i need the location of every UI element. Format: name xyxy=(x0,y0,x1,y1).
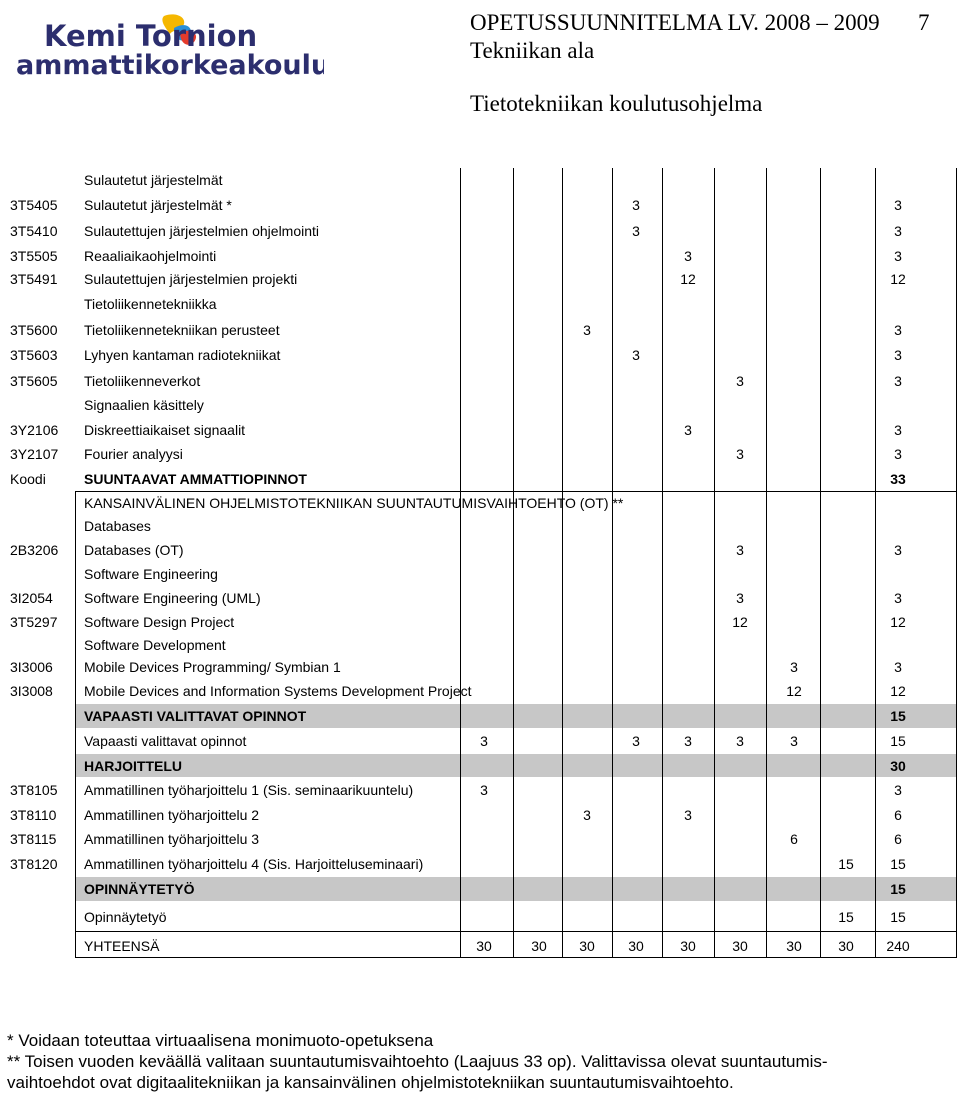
course-name: Lyhyen kantaman radiotekniikat xyxy=(84,346,281,363)
document-title: OPETUSSUUNNITELMA LV. 2008 – 2009 xyxy=(470,10,880,35)
program-name: Tietotekniikan koulutusohjelma xyxy=(470,91,763,116)
table-row xyxy=(0,244,960,267)
total-credits: 6 xyxy=(894,806,902,823)
footnote-1: * Voidaan toteuttaa virtuaalisena monimuoto-opetuksena xyxy=(7,1031,434,1050)
course-name: Fourier analyysi xyxy=(84,446,183,462)
table-row xyxy=(0,393,960,417)
table-row xyxy=(0,679,960,703)
total-credits: 3 xyxy=(894,196,902,213)
course-name: Mobile Devices Programming/ Symbian 1 xyxy=(84,659,341,675)
period-credits: 3 xyxy=(632,733,640,749)
table-row xyxy=(0,368,960,393)
table-row xyxy=(0,655,960,679)
total-credits: 3 xyxy=(894,247,902,264)
period-credits: 15 xyxy=(838,908,854,925)
course-name: Software Engineering (UML) xyxy=(84,590,261,606)
table-row xyxy=(0,610,960,634)
table-row xyxy=(0,341,960,368)
total-credits: 3 xyxy=(894,222,902,239)
total-credits: 12 xyxy=(890,683,906,699)
period-credits: 3 xyxy=(480,782,488,798)
course-name: Diskreettiaikaiset signaalit xyxy=(84,421,246,438)
course-code: 3T5405 xyxy=(10,196,58,213)
course-code: 3Y2107 xyxy=(10,446,59,462)
table-row xyxy=(0,851,960,876)
table-row xyxy=(0,827,960,851)
period-credits: 3 xyxy=(583,321,591,338)
period-credits: 3 xyxy=(736,541,744,558)
course-code: 3T5491 xyxy=(10,270,58,287)
footnote-2: ** Toisen vuoden keväällä valitaan suuntautumisvaihtoehto (Laajuus 33 op). Valittavissa olevat suuntautumis- xyxy=(7,1052,828,1071)
total-credits: 3 xyxy=(894,541,902,558)
course-code: 3I3008 xyxy=(10,683,53,699)
table-row xyxy=(0,634,960,655)
total-credits: 12 xyxy=(890,270,906,287)
course-name: VAPAASTI VALITTAVAT OPINNOT xyxy=(84,708,307,724)
curriculum-table xyxy=(0,168,960,958)
course-name: Ammatillinen työharjoittelu 4 (Sis. Harjoitteluseminaari) xyxy=(84,855,424,872)
period-credits: 3 xyxy=(684,806,692,823)
total-credits: 3 xyxy=(894,590,902,606)
course-name: Software Development xyxy=(84,636,226,653)
table-row xyxy=(0,753,960,778)
period-credits: 3 xyxy=(790,659,798,675)
course-code: 3T8115 xyxy=(10,831,57,847)
course-name: Ammatillinen työharjoittelu 2 xyxy=(84,806,260,823)
period-credits: 3 xyxy=(736,372,744,389)
table-row xyxy=(0,168,960,192)
period-credits: 3 xyxy=(790,733,798,749)
table-row xyxy=(0,561,960,586)
course-name: Opinnäytetyö xyxy=(84,908,167,925)
period-credits: 30 xyxy=(628,938,644,954)
course-name: SUUNTAAVAT AMMATTIOPINNOT xyxy=(84,470,307,487)
course-code: 3Y2106 xyxy=(10,421,59,438)
period-credits: 30 xyxy=(786,938,802,954)
course-name: KANSAINVÄLINEN OHJELMISTOTEKNIIKAN SUUNTAUTUMISVAIHTOEHTO (OT) ** xyxy=(84,494,624,511)
total-credits: 3 xyxy=(894,321,902,338)
total-credits: 15 xyxy=(890,855,906,872)
period-credits: 12 xyxy=(680,270,696,287)
table-row xyxy=(0,931,960,961)
logo-graphic xyxy=(14,14,324,80)
period-credits: 30 xyxy=(680,938,696,954)
table-row xyxy=(0,703,960,729)
footnote-3: vaihtoehdot ovat digitaalitekniikan ja kansainvälinen ohjelmistotekniikan suuntautumisvaihtoehto. xyxy=(7,1073,734,1092)
course-name: Databases xyxy=(84,518,151,534)
course-name: Software Engineering xyxy=(84,565,218,582)
period-credits: 3 xyxy=(736,590,744,606)
course-name: Tietoliikenneverkot xyxy=(84,372,201,389)
course-name: Ammatillinen työharjoittelu 1 (Sis. seminaarikuuntelu) xyxy=(84,782,414,798)
course-name: Signaalien käsittely xyxy=(84,397,204,413)
total-credits: 3 xyxy=(894,782,902,798)
period-credits: 30 xyxy=(531,938,547,954)
period-credits: 3 xyxy=(736,733,744,749)
course-name: Sulautetut järjestelmät * xyxy=(84,196,232,213)
total-credits: 3 xyxy=(894,659,902,675)
course-name: Sulautettujen järjestelmien ohjelmointi xyxy=(84,222,320,239)
course-name: HARJOITTELU xyxy=(84,757,182,774)
course-name: Tietoliikennetekniikka xyxy=(84,296,217,312)
course-code: 3T5410 xyxy=(10,222,58,239)
table-row xyxy=(0,466,960,491)
period-credits: 3 xyxy=(632,222,640,239)
course-name: Reaaliaikaohjelmointi xyxy=(84,247,217,264)
course-name: Sulautettujen järjestelmien projekti xyxy=(84,270,298,287)
course-name: Databases (OT) xyxy=(84,541,184,558)
course-code: 3T5505 xyxy=(10,247,58,264)
period-credits: 30 xyxy=(838,938,854,954)
course-code: 3I2054 xyxy=(10,590,53,606)
period-credits: 3 xyxy=(684,247,692,264)
table-row xyxy=(0,902,960,931)
table-row xyxy=(0,802,960,827)
course-name: Ammatillinen työharjoittelu 3 xyxy=(84,831,260,847)
course-code: 3T5603 xyxy=(10,346,58,363)
period-credits: 6 xyxy=(790,831,798,847)
table-row xyxy=(0,417,960,442)
period-credits: 3 xyxy=(736,446,744,462)
course-name: Vapaasti valittavat opinnot xyxy=(84,733,247,749)
footnotes xyxy=(7,1030,828,1093)
period-credits: 30 xyxy=(732,938,748,954)
table-row xyxy=(0,778,960,802)
course-code: 2B3206 xyxy=(10,541,59,558)
table-row xyxy=(0,267,960,290)
course-name: OPINNÄYTETYÖ xyxy=(84,881,195,897)
course-code: 3T5600 xyxy=(10,321,58,338)
total-credits: 3 xyxy=(894,446,902,462)
total-credits: 15 xyxy=(890,733,906,749)
course-name: Tietoliikennetekniikan perusteet xyxy=(84,321,280,338)
table-row xyxy=(0,192,960,217)
period-credits: 12 xyxy=(786,683,802,699)
course-name: Sulautetut järjestelmät xyxy=(84,172,223,188)
table-row xyxy=(0,217,960,244)
course-code: 3T8110 xyxy=(10,806,57,823)
period-credits: 3 xyxy=(684,421,692,438)
table-row xyxy=(0,442,960,466)
period-credits: 15 xyxy=(838,855,854,872)
course-code: Koodi xyxy=(10,470,46,487)
table-row xyxy=(0,538,960,561)
table-row xyxy=(0,729,960,753)
total-credits: 3 xyxy=(894,421,902,438)
logo-line1: Kemi Tornion xyxy=(44,19,258,53)
school-logo xyxy=(14,14,324,80)
course-code: 3T5605 xyxy=(10,372,58,389)
total-credits: 3 xyxy=(894,372,902,389)
course-code: 3T8105 xyxy=(10,782,58,798)
total-credits: 15 xyxy=(890,908,906,925)
period-credits: 3 xyxy=(632,196,640,213)
logo-line2: ammattikorkeakoulu xyxy=(16,50,324,80)
course-code: 3I3006 xyxy=(10,659,53,675)
total-credits: 12 xyxy=(890,614,906,630)
course-name: Mobile Devices and Information Systems Development Project xyxy=(84,683,472,699)
total-credits: 240 xyxy=(886,938,910,954)
period-credits: 3 xyxy=(583,806,591,823)
total-credits: 3 xyxy=(894,346,902,363)
table-row xyxy=(0,876,960,902)
table-row xyxy=(0,586,960,610)
period-credits: 3 xyxy=(684,733,692,749)
period-credits: 12 xyxy=(732,614,748,630)
course-code: 3T5297 xyxy=(10,614,58,630)
period-credits: 30 xyxy=(476,938,492,954)
table-row xyxy=(0,514,960,538)
table-row xyxy=(0,290,960,318)
total-credits: 30 xyxy=(890,757,906,774)
period-credits: 3 xyxy=(480,733,488,749)
total-credits: 33 xyxy=(890,470,906,487)
total-credits: 6 xyxy=(894,831,902,847)
field-subtitle: Tekniikan ala xyxy=(470,38,595,63)
period-credits: 30 xyxy=(579,938,595,954)
total-credits: 15 xyxy=(890,881,906,897)
course-name: Software Design Project xyxy=(84,614,235,630)
total-credits: 15 xyxy=(890,708,906,724)
table-row xyxy=(0,491,960,514)
page-number: 7 xyxy=(918,10,930,35)
course-name: YHTEENSÄ xyxy=(84,938,160,954)
period-credits: 3 xyxy=(632,346,640,363)
course-code: 3T8120 xyxy=(10,855,58,872)
table-row xyxy=(0,318,960,341)
